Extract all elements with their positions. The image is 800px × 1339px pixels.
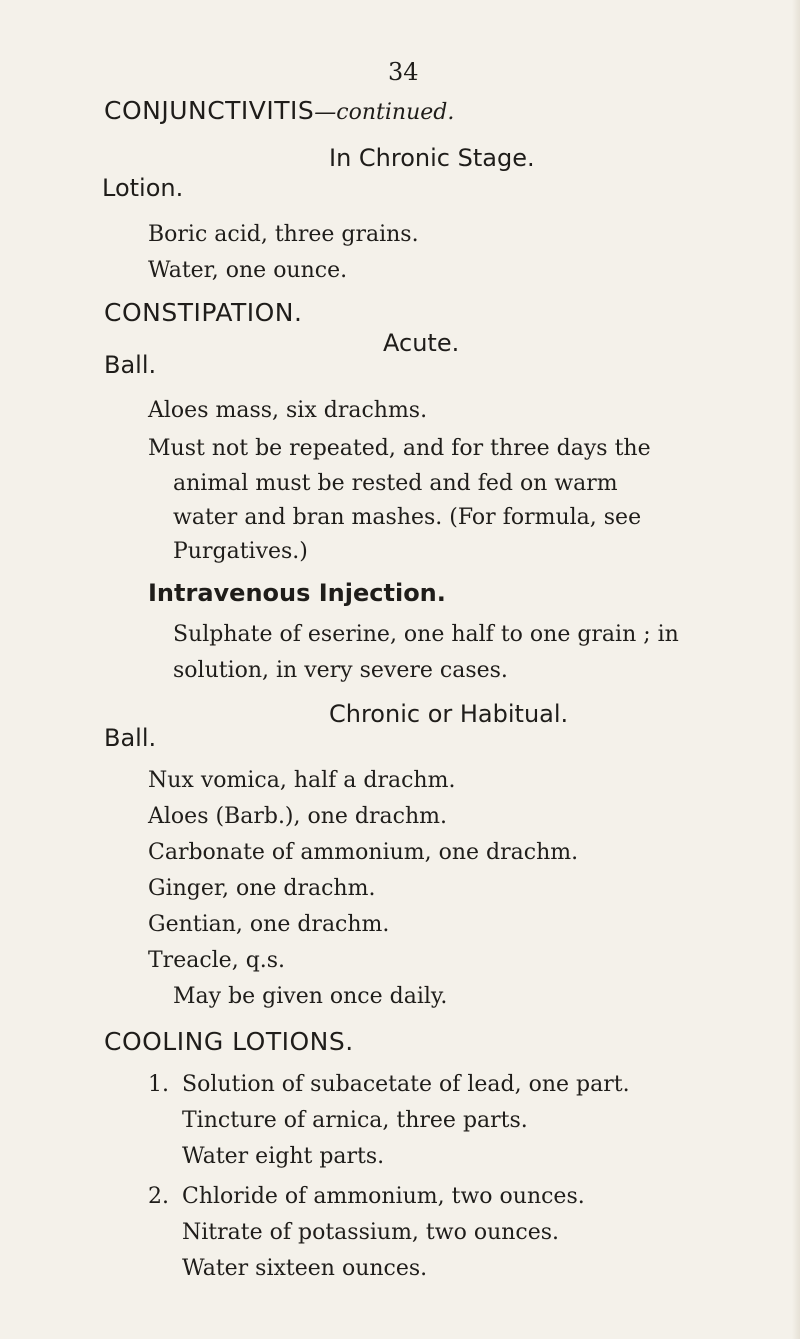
section-heading-cooling-lotions: COOLING LOTIONS.	[104, 1027, 354, 1056]
note-line: Must not be repeated, and for three days the	[148, 436, 651, 461]
recipe-line: Chloride of ammonium, two ounces.	[182, 1184, 585, 1209]
page-edge-shadow	[792, 0, 800, 1339]
recipe-line: Water eight parts.	[182, 1144, 385, 1169]
injection-heading: Intravenous Injection.	[148, 579, 446, 607]
stage-label: In Chronic Stage.	[329, 144, 535, 172]
acute-label: Acute.	[383, 329, 460, 357]
recipe-line: Water, one ounce.	[148, 258, 348, 283]
recipe-line: Gentian, one drachm.	[148, 912, 390, 937]
conjunctivitis-title: CONJUNCTIVITIS	[104, 96, 315, 125]
form-label-lotion: Lotion.	[102, 174, 184, 202]
recipe-line: Carbonate of ammonium, one drachm.	[148, 840, 579, 865]
recipe-line: Nitrate of potassium, two ounces.	[182, 1220, 560, 1245]
page-number: 34	[388, 58, 419, 86]
recipe-line: Tincture of arnica, three parts.	[182, 1108, 528, 1133]
section-heading-constipation: CONSTIPATION.	[104, 298, 303, 327]
recipe-line: Aloes (Barb.), one drachm.	[148, 804, 447, 829]
recipe-line: Aloes mass, six drachms.	[148, 398, 428, 423]
item-number: 1.	[148, 1072, 169, 1097]
note-line: May be given once daily.	[173, 984, 448, 1009]
recipe-line: Boric acid, three grains.	[148, 222, 419, 247]
section-heading-conjunctivitis	[104, 96, 454, 125]
note-line: Purgatives.)	[173, 539, 308, 564]
recipe-line: Ginger, one drachm.	[148, 876, 376, 901]
chronic-label: Chronic or Habitual.	[329, 700, 569, 728]
form-label-ball: Ball.	[104, 351, 157, 379]
recipe-line: Treacle, q.s.	[148, 948, 286, 973]
item-number: 2.	[148, 1184, 169, 1209]
recipe-line: Nux vomica, half a drachm.	[148, 768, 456, 793]
note-line: water and bran mashes. (For formula, see	[173, 505, 642, 530]
form-label-ball: Ball.	[104, 724, 157, 752]
recipe-line: solution, in very severe cases.	[173, 658, 508, 683]
recipe-line: Sulphate of eserine, one half to one grain ; in	[173, 622, 679, 647]
recipe-line: Solution of subacetate of lead, one part.	[182, 1072, 630, 1097]
recipe-line: Water sixteen ounces.	[182, 1256, 428, 1281]
note-line: animal must be rested and fed on warm	[173, 471, 618, 496]
continued-label: —continued.	[314, 100, 455, 125]
